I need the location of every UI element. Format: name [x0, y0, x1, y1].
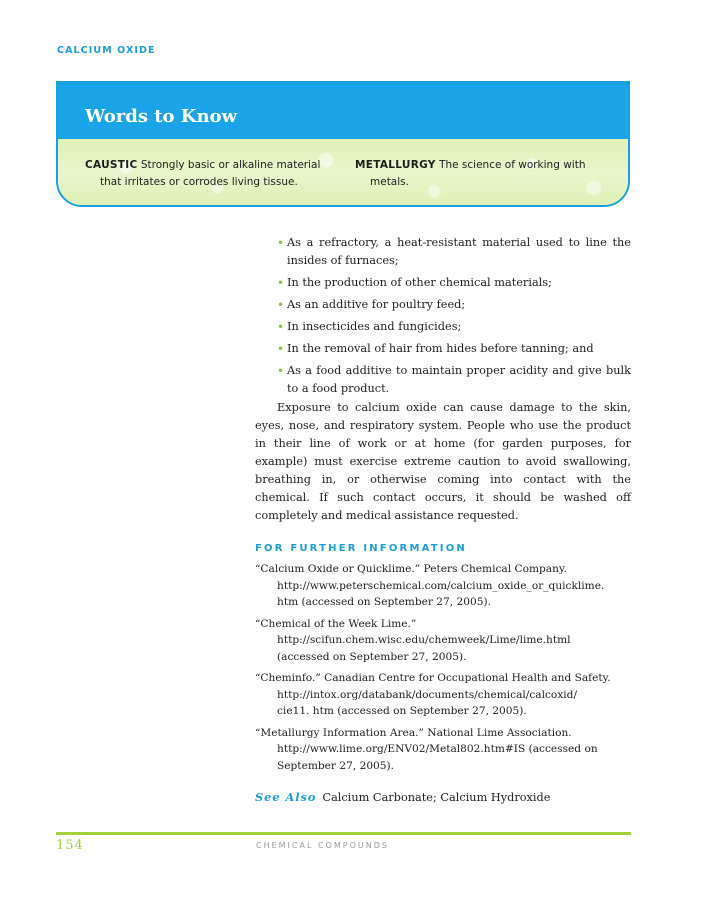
- term-definition-continued: metals.: [370, 176, 409, 188]
- see-also-label: See Also: [255, 790, 317, 804]
- see-also-links[interactable]: Calcium Carbonate; Calcium Hydroxide: [322, 791, 551, 804]
- bullet-dot-icon: •: [277, 320, 285, 334]
- bullet-dot-icon: •: [277, 236, 285, 250]
- reference-url[interactable]: http://intox.org/databank/documents/chemical/calcoxid/: [277, 688, 578, 701]
- bullet-item: • In the production of other chemical materials;: [277, 276, 552, 290]
- term-word: CAUSTIC: [85, 159, 138, 171]
- words-to-know-box: [56, 81, 630, 207]
- words-to-know-header: [58, 83, 628, 139]
- reference-accessed: September 27, 2005).: [277, 759, 395, 772]
- term-definition-continued: that irritates or corrodes living tissue.: [100, 176, 298, 188]
- words-to-know-body: [58, 139, 628, 207]
- page-number: 154: [56, 838, 84, 853]
- bullet-item: • In insecticides and fungicides;: [277, 320, 462, 334]
- reference-list: [255, 561, 631, 779]
- reference-item: [255, 561, 631, 611]
- reference-accessed: htm (accessed on September 27, 2005).: [277, 596, 491, 608]
- reference-url[interactable]: http://scifun.chem.wisc.edu/chemweek/Lime/lime.html: [277, 634, 571, 646]
- bullet-item: • In the removal of hair from hides before tanning; and: [277, 342, 594, 356]
- reference-title: “Cheminfo.” Canadian Centre for Occupational Health and Safety.: [255, 672, 611, 684]
- term-definition: Strongly basic or alkaline material: [140, 159, 321, 171]
- running-head: CALCIUM OXIDE: [57, 45, 156, 56]
- term-definition: The science of working with: [439, 159, 586, 171]
- reference-accessed: (accessed on September 27, 2005).: [277, 650, 467, 663]
- bullet-item: • As a food additive to maintain proper acidity and give bulk to a food product.: [277, 364, 631, 395]
- reference-title: “Calcium Oxide or Quicklime.” Peters Chemical Company.: [255, 563, 567, 575]
- footer-divider: [56, 832, 631, 835]
- reference-item: [255, 725, 631, 775]
- bullet-dot-icon: •: [277, 298, 285, 312]
- reference-title: “Chemical of the Week Lime.”: [255, 617, 417, 630]
- glossary-term-caustic: [85, 157, 345, 191]
- glossary-term-metallurgy: [355, 157, 615, 191]
- bullet-dot-icon: •: [277, 342, 285, 356]
- book-title: CHEMICAL COMPOUNDS: [256, 841, 389, 850]
- reference-accessed: cie11. htm (accessed on September 27, 2005).: [277, 705, 527, 717]
- bullet-item: • As an additive for poultry feed;: [277, 298, 466, 312]
- bullet-dot-icon: •: [277, 364, 285, 378]
- uses-bullet-list: [277, 234, 631, 402]
- term-word: METALLURGY: [355, 159, 436, 171]
- bullet-dot-icon: •: [277, 276, 285, 290]
- further-information-heading: FOR FURTHER INFORMATION: [255, 543, 467, 554]
- see-also: [255, 790, 550, 804]
- reference-title: “Metallurgy Information Area.” National Lime Association.: [255, 726, 572, 739]
- reference-url[interactable]: http://www.peterschemical.com/calcium_oxide_or_quicklime.: [277, 579, 605, 592]
- words-to-know-title: Words to Know: [85, 106, 238, 127]
- reference-item: [255, 616, 631, 666]
- reference-item: [255, 670, 631, 720]
- bullet-item: • As a refractory, a heat-resistant material used to line the insides of furnaces;: [277, 236, 631, 267]
- exposure-paragraph: Exposure to calcium oxide can cause damage to the skin, eyes, nose, and respiratory system. People who use the product in their line of work or at home (for garden purposes, for example) must exercise extreme caution to avoid swallowing, breathing in, or otherwise coming into contact with the chemical. If such contact occurs, it should be washed off completely and medical assistance requested.: [255, 401, 631, 522]
- reference-url[interactable]: http://www.lime.org/ENV02/Metal802.htm#IS (accessed on: [277, 743, 598, 755]
